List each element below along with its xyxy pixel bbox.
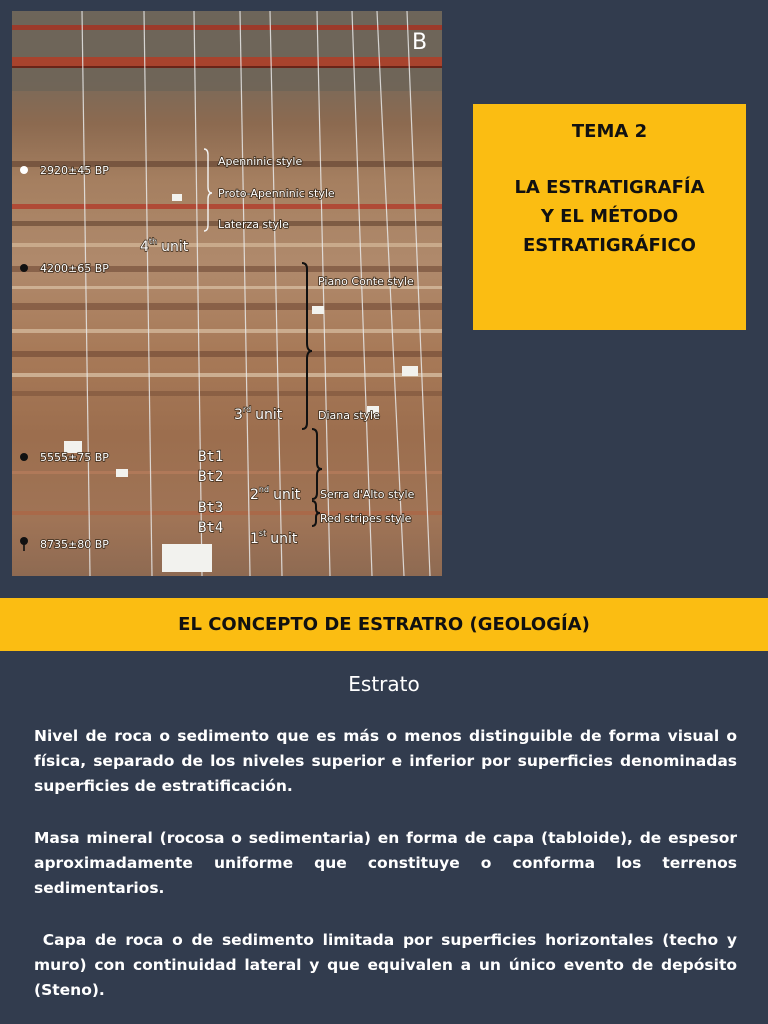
topic-title: LA ESTRATIGRAFÍA Y EL MÉTODO ESTRATIGRÁFICO [514,177,705,256]
unit-label-2: 2nd unit [250,485,301,503]
panel-letter: B [412,30,428,55]
section-heading: EL CONCEPTO DE ESTRATRO (GEOLOGÍA) [178,614,590,635]
definition-paragraph: Masa mineral (rocosa o sedimentaria) en forma de capa (tabloide), de espesor aproximadamente uniforme que constituye o conforma los terrenos sedimentarios. [34,829,737,897]
unit-label-3: 3rd unit [234,405,283,423]
date-label: 5555±75 BP [40,451,109,464]
date-marker-2 [20,264,28,272]
date-label: 8735±80 BP [40,538,109,551]
date-marker-3 [20,453,28,461]
style-label: Proto-Apenninic style [218,187,335,200]
topic-number: TEMA 2 [571,121,648,142]
bt-label: Bt1 [198,449,224,465]
unit-label-4: 4th unit [140,237,189,255]
style-label: Apenninic style [218,155,303,168]
bt-label: Bt4 [198,520,224,536]
definition-paragraph: Capa de roca o de sedimento limitada por superficies horizontales (techo y muro) con continuidad lateral y que equivalen a un único evento de depósito (Steno). [34,931,743,999]
style-label: Diana style [318,409,380,422]
style-label: Piano Conte style [318,275,414,288]
bt-label: Bt2 [198,469,224,485]
style-label: Red stripes style [320,512,412,525]
topic-title-box [473,104,746,330]
date-label: 2920±45 BP [40,164,109,177]
style-label: Serra d'Alto style [320,488,415,501]
section-subtitle: Estrato [348,672,420,696]
stratigraphy-photo [12,11,442,576]
date-label: 4200±65 BP [40,262,109,275]
unit-label-1: 1st unit [250,529,298,547]
bt-label: Bt3 [198,500,224,516]
definition-paragraph: Nivel de roca o sedimento que es más o menos distinguible de forma visual o física, separado de los niveles superior e inferior por superficies denominadas superficies de estratificación. [34,727,737,795]
section-heading-band [0,598,768,651]
date-marker-1 [20,166,28,174]
style-label: Laterza style [218,218,289,231]
